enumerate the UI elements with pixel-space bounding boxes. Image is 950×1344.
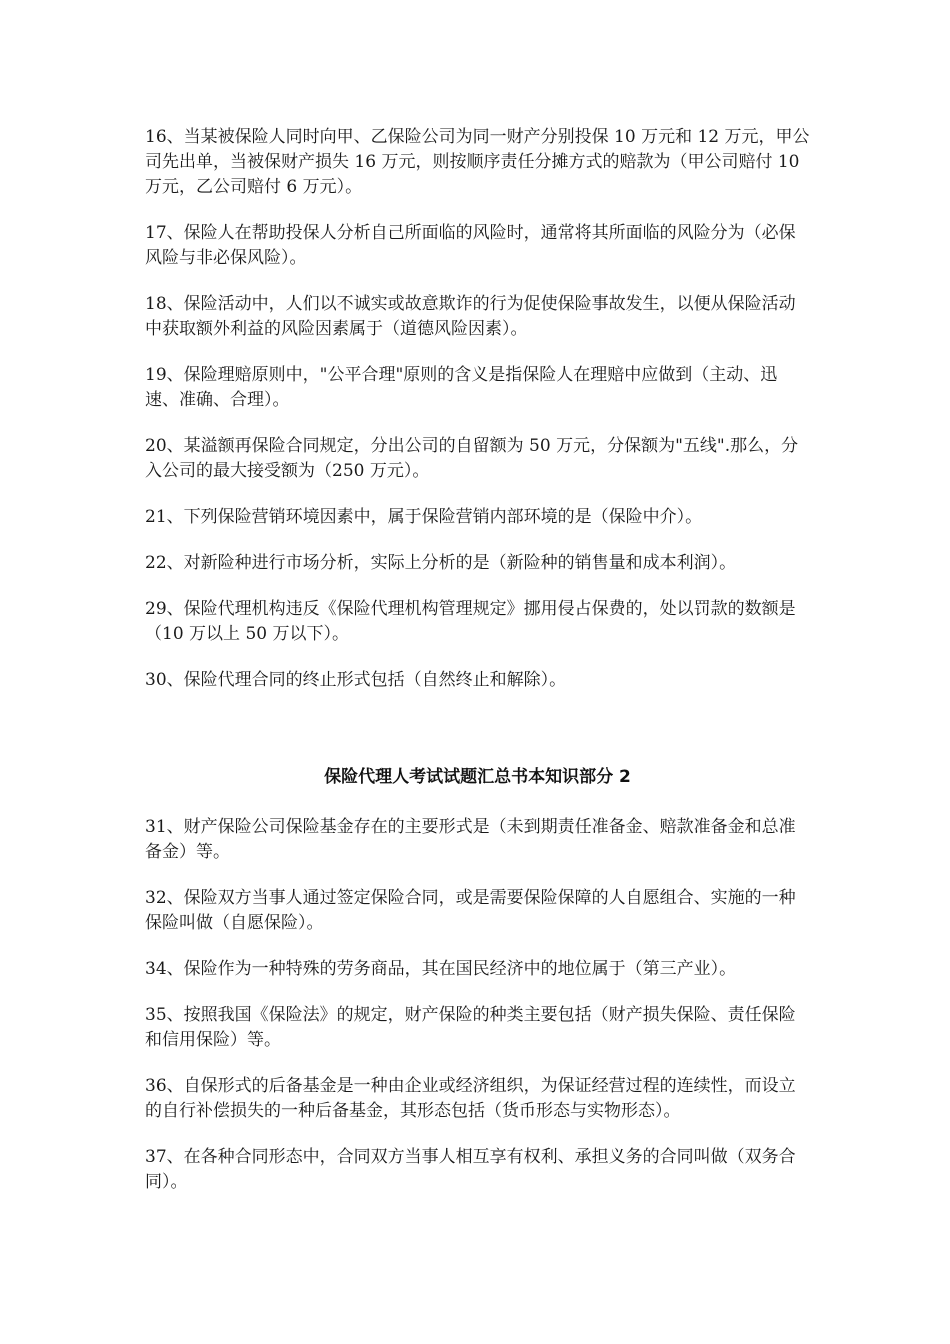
question-21: 21、下列保险营销环境因素中，属于保险营销内部环境的是（保险中介）。 (145, 507, 703, 527)
question-34: 34、保险作为一种特殊的劳务商品，其在国民经济中的地位属于（第三产业）。 (145, 959, 737, 979)
question-16: 16、当某被保险人同时向甲、乙保险公司为同一财产分别投保 10 万元和 12 万元，甲公司先出单，当被保财产损失 16 万元，则按顺序责任分摊方式的赔款为（甲公司赔付 10 万元，乙公司赔付 6 万元）。 (145, 127, 810, 197)
section-title: 保险代理人考试试题汇总书本知识部分 2 (324, 767, 631, 787)
question-31: 31、财产保险公司保险基金存在的主要形式是（未到期责任准备金、赔款准备金和总准备金）等。 (145, 817, 796, 862)
question-32: 32、保险双方当事人通过签定保险合同，或是需要保险保障的人自愿组合、实施的一种保险叫做（自愿保险）。 (145, 888, 796, 933)
question-36: 36、自保形式的后备基金是一种由企业或经济组织，为保证经营过程的连续性，而设立的自行补偿损失的一种后备基金，其形态包括（货币形态与实物形态）。 (145, 1076, 796, 1121)
question-29: 29、保险代理机构违反《保险代理机构管理规定》挪用侵占保费的，处以罚款的数额是（10 万以上 50 万以下）。 (145, 599, 796, 644)
question-18: 18、保险活动中，人们以不诚实或故意欺诈的行为促使保险事故发生，以便从保险活动中获取额外利益的风险因素属于（道德风险因素）。 (145, 294, 796, 339)
question-37: 37、在各种合同形态中，合同双方当事人相互享有权利、承担义务的合同叫做（双务合同）。 (145, 1147, 796, 1192)
question-20: 20、某溢额再保险合同规定，分出公司的自留额为 50 万元，分保额为"五线".那么，分入公司的最大接受额为（250 万元）。 (145, 436, 799, 481)
question-19: 19、保险理赔原则中，"公平合理"原则的含义是指保险人在理赔中应做到（主动、迅速、准确、合理）。 (145, 365, 778, 410)
question-17: 17、保险人在帮助投保人分析自己所面临的风险时，通常将其所面临的风险分为（必保风险与非必保风险）。 (145, 223, 796, 268)
question-30: 30、保险代理合同的终止形式包括（自然终止和解除）。 (145, 670, 567, 690)
question-35: 35、按照我国《保险法》的规定，财产保险的种类主要包括（财产损失保险、责任保险和信用保险）等。 (145, 1005, 796, 1050)
question-22: 22、对新险种进行市场分析，实际上分析的是（新险种的销售量和成本利润）。 (145, 553, 737, 573)
document-body (145, 125, 810, 1216)
